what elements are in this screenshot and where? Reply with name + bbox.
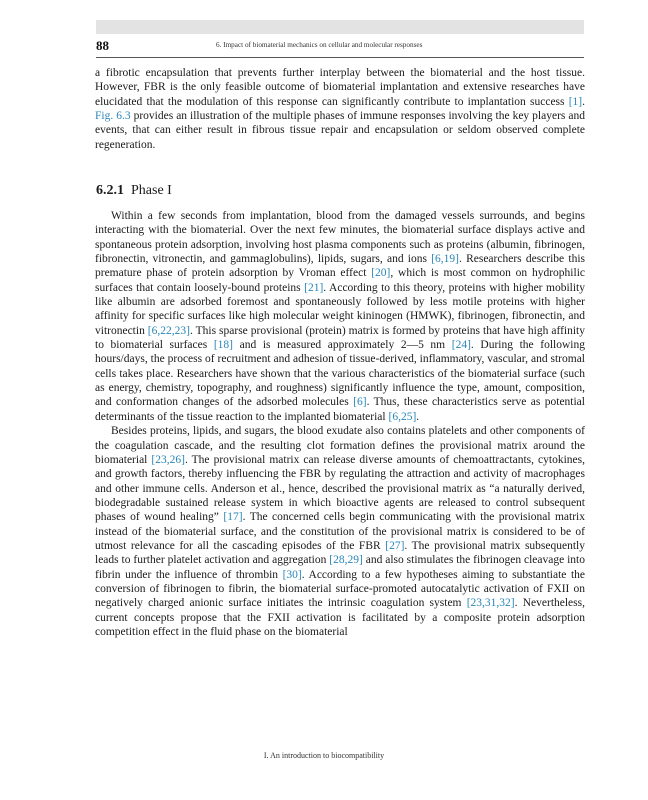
citation-link[interactable]: [23,26] [151,453,185,466]
citation-link[interactable]: [21] [304,281,324,294]
page-number: 88 [96,38,109,53]
paragraph-text: Besides proteins, lipids, and sugars, the blood exudate also contains platelets and other components of the coagulation cascade, and the resulting clot formation defines the provisional matrix around the biomaterial [95,425,585,466]
citation-link[interactable]: [27] [385,539,405,552]
paragraph-text: . This sparse provisional (protein) matrix is formed by proteins that have high affinity to biomaterial surfaces [95,324,585,352]
paragraph-text: , which is most common on hydrophilic surfaces that contain loosely-bound proteins [95,267,585,294]
paragraph-text: and is measured approximately 2—5 nm [233,339,452,352]
paragraph-provisional-matrix [95,424,585,639]
paragraph-text: . During the following hours/days, the process of recruitment and adhesion of tissue-derived, inflammatory, vascular, and stromal cells takes place. Researchers have shown that the various characteristics of the biomaterial surface (such as energy, chemistry, topography, and roughness) significantly influence the type, amount, composition, and conformation changes of the adsorbed molecules [95,339,585,409]
paragraph-text: . Nevertheless, current concepts propose that the FXII activation is facilitated by a composite protein adsorption competition effect in the fluid phase on the biomaterial [95,597,585,638]
citation-link[interactable]: [28,29] [329,554,363,567]
paragraph-text: . The concerned cells begin communicating with the provisional matrix instead of the biomaterial surface, and the constitution of the provisional matrix is considered to be of utmost relevance for all the cascading episodes of the FBR [95,511,586,552]
section-title: Phase I [131,183,172,198]
citation-link[interactable]: [6,22,23] [147,324,190,337]
paragraph-text: Within a few seconds from implantation, blood from the damaged vessels surrounds, and begins interacting with the biomaterial. Over the next few minutes, the biomaterial surface displays active and spontaneous protein adsorption, involving host plasma components such as proteins (albumin, fibrinogen, fibronectin, vitronectin, and gammaglobulins), lipids, sugars, and ions [95,210,585,266]
citation-link[interactable]: [18] [213,339,233,352]
citation-link[interactable]: [17] [223,511,243,524]
page-header [96,38,584,58]
header-rule [96,57,584,58]
intro-paragraph [95,66,585,152]
paragraph-text: . The provisional matrix subsequently leads to further platelet activation and aggregation [95,539,586,567]
citation-link[interactable]: [6,19] [431,253,459,266]
paragraph-text: . Researchers describe this premature phase of protein adsorption by Vroman effect [95,253,585,280]
paragraph-text: . According to this theory, proteins with higher mobility like albumin are adsorbed foremost and spontaneously followed by less motile proteins with higher affinity for specific surfaces like high molecular weight kininogen (HMWK), fibrinogen, fibronectin, and vitronectin [95,281,585,337]
header-bar [96,20,584,34]
citation-link[interactable]: [6] [353,396,367,409]
paragraph-phase-one [95,209,585,424]
citation-link[interactable]: [1] [568,95,583,108]
citation-link[interactable]: [24] [451,339,471,352]
citation-link[interactable]: [23,31,32] [466,597,515,610]
paragraph-text: and also stimulates the fibrinogen cleavage into fibrin under the influence of thrombin [95,554,585,581]
intro-text: a fibrotic encapsulation that prevents further interplay between the biomaterial and the host tissue. However, FBR is the only feasible outcome of biomaterial implantation and extensive researches have elucidated that the modulation of this response can significantly contribute to implantation success [95,67,585,108]
paragraph-text: . [416,410,420,423]
citation-link[interactable]: [20] [371,267,391,280]
paragraph-text: . Thus, these characteristics serve as potential determinants of the tissue reaction to the implanted biomaterial [95,396,585,423]
section-number: 6.2.1 [96,183,124,198]
figure-link[interactable]: Fig. 6.3 [95,110,131,123]
running-head: 6. Impact of biomaterial mechanics on cellular and molecular responses [216,41,423,49]
citation-link[interactable]: [6,25] [388,410,417,423]
paragraph-text: . According to a few hypotheses aiming to substantiate the conversion of fibrinogen to fibrin, the biomaterial surface-promoted autocatalytic activation of FXII on negatively charged anionic surface initiates the intrinsic coagulation system [95,568,585,610]
section-body [95,209,585,639]
intro-text: provides an illustration of the multiple phases of immune responses involving the key players and events, that can either result in fibrous tissue repair and encapsulation or seldom observed complete regeneration. [95,110,585,151]
paragraph-text: . The provisional matrix can release diverse amounts of chemoattractants, cytokines, and growth factors, thereby influencing the FBR by regulating the attraction and activity of macrophages and other immune cells. Anderson et al., hence, described the provisional matrix as “a naturally derived, biodegradable sustained release system in which bioactive agents are released to control subsequent phases of wound healing” [95,453,585,524]
page-footer: I. An introduction to biocompatibility [263,751,385,760]
citation-link[interactable]: [30] [282,568,302,581]
section-heading [96,183,172,199]
intro-text: . [582,95,585,108]
